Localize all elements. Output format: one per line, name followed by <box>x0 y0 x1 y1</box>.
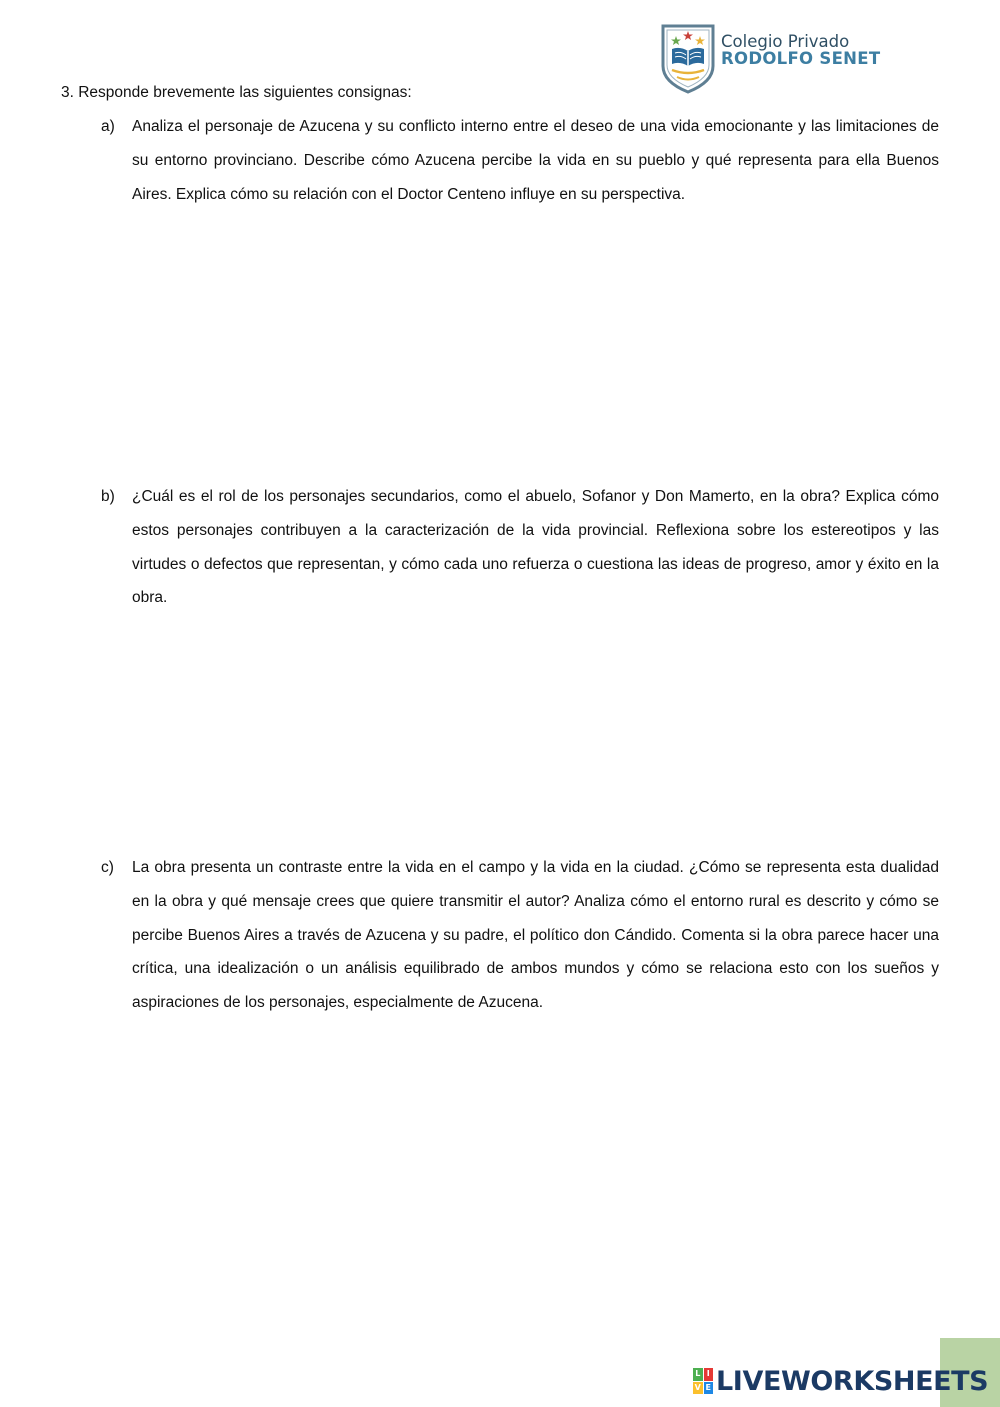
section-heading: 3. Responde brevemente las siguientes consignas: <box>61 84 412 101</box>
question-marker: b) <box>101 488 115 505</box>
school-logo <box>660 22 890 94</box>
school-name <box>721 33 880 68</box>
question-text: La obra presenta un contraste entre la vida en el campo y la vida en la ciudad. ¿Cómo se representa esta dualidad en la obra y qué mensaje crees que quiere transmitir el autor? Analiza cómo el entorno rural es descrito y cómo se percibe Buenos Aires a través de Azucena y su padre, el político don Cándido. Comenta si la obra parece hacer una crítica, una idealización o un análisis equilibrado de ambos mundos y cómo se relaciona esto con los sueños y aspiraciones de los personajes, especialmente de Azucena. <box>132 859 939 1012</box>
liveworksheets-brand[interactable] <box>693 1365 988 1397</box>
badge-letter: L <box>693 1368 703 1381</box>
question-item-c <box>101 851 939 1020</box>
question-marker: c) <box>101 859 114 876</box>
question-text: Analiza el personaje de Azucena y su conflicto interno entre el deseo de una vida emocionante y las limitaciones de su entorno provinciano. Describe cómo Azucena percibe la vida en su pueblo y qué representa para ella Buenos Aires. Explica cómo su relación con el Doctor Centeno influye en su perspectiva. <box>132 118 939 203</box>
live-badge-icon <box>693 1368 713 1394</box>
school-name-line2: RODOLFO SENET <box>721 49 881 69</box>
question-marker: a) <box>101 118 115 135</box>
question-item-b <box>101 480 939 615</box>
badge-letter: E <box>704 1382 714 1395</box>
badge-letter: I <box>704 1368 714 1381</box>
question-item-a <box>101 110 939 211</box>
school-shield-icon <box>660 22 716 94</box>
question-text: ¿Cuál es el rol de los personajes secundarios, como el abuelo, Sofanor y Don Mamerto, en la obra? Explica cómo estos personajes contribuyen a la caracterización de la vida provincial. Reflexiona sobre los estereotipos y las virtudes o defectos que representan, y cómo cada uno refuerza o cuestiona las ideas de progreso, amor y éxito en la obra. <box>132 488 939 607</box>
brand-name: LIVEWORKSHEETS <box>716 1365 989 1397</box>
school-name-line1: Colegio Privado <box>721 32 850 51</box>
badge-letter: V <box>693 1382 703 1395</box>
